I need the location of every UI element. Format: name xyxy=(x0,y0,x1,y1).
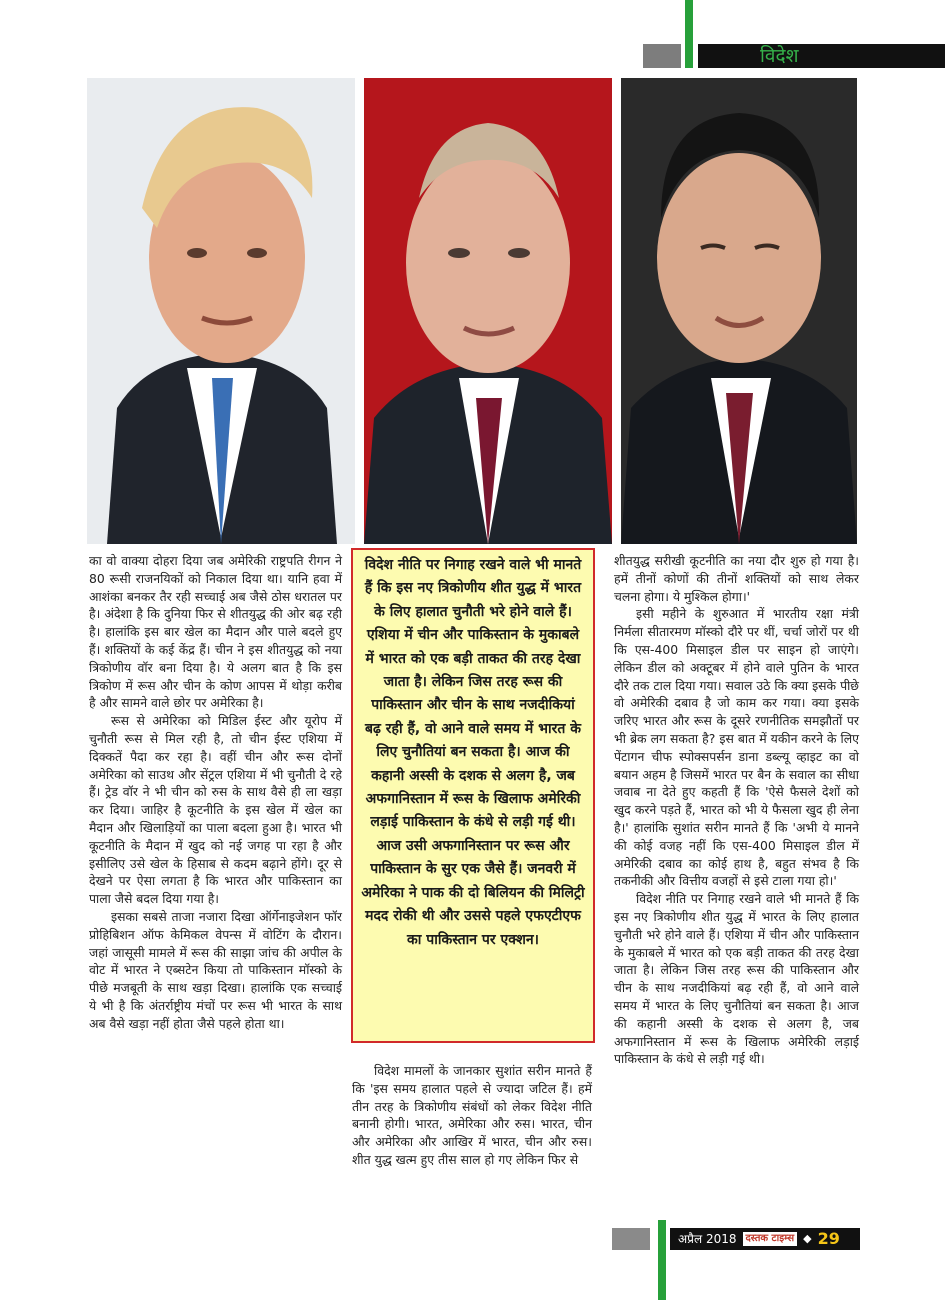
issue-date: अप्रैल 2018 xyxy=(678,1232,737,1246)
paragraph: इसका सबसे ताजा नजारा दिखा ऑर्गेनाइजेशन फॉर प्रोहिबिशन ऑफ केमिकल वेपन्स में वोटिंग के दौरान। जहां जासूसी मामले में रूस की साझा जांच की अपील के वोट में भारत ने एब्सटेन किया तो पाकिस्तान मॉस्को के पीछे मजबूती के साथ खड़ा दिखा। हालांकि एक सच्चाई ये भी है कि अंतर्राष्ट्रीय मंचों पर रूस भी भारत के साथ अब वैसे खड़ा नहीं होता जैसे पहले होता था। xyxy=(89,908,342,1031)
paragraph: इसी महीने के शुरुआत में भारतीय रक्षा मंत्री निर्मला सीतारमण मॉस्को दौरे पर थीं, चर्चा जोरों पर थी कि एस-400 मिसाइल डील पर साइन हो जाएंगे। लेकिन डील को अक्टूबर में होने वाले पुतिन के भारत दौरे तक टाल दिया गया। सवाल उठे कि क्या इसके पीछे वो अमेरिकी दबाव है जो काम कर गया। क्या इसके जरिए भारत और रूस के दूसरे रणनीतिक समझौतों पर भी ब्रेक लग सकता है? इस बात में यकीन करने के लिए पेंटागन चीफ स्पोक्सपर्सन डाना डब्ल्यू व्हाइट का वो बयान अहम है जिसमें भारत पर बैन के सवाल का सीधा जवाब ना देते हुए कहती हैं कि 'ऐसे फैसले देशों को खुद करने पड़ते हैं, भारत को भी ये फैसला खुद ही लेना है।' हालांकि सुशांत सरीन मानते हैं कि 'अभी ये मानने की कोई वजह नहीं कि एस-400 मिसाइल डील में अमेरिकी दबाव का कोई हाथ है, बहुत संभव है कि तकनीकी और वित्तीय वजहों से इसे टाला गया हो।' xyxy=(614,606,859,889)
header-green-bar xyxy=(685,0,693,68)
footer-green-bar xyxy=(658,1220,666,1300)
paragraph: विदेश नीति पर निगाह रखने वाले भी मानते हैं कि इस नए त्रिकोणीय शीत युद्ध में भारत के लिए हालात चुनौती भरे होने वाले हैं। एशिया में चीन और पाकिस्तान के मुकाबले में भारत को एक बड़ी ताकत की तरह देखा जाता है। लेकिन जिस तरह रूस की पाकिस्तान और चीन के साथ नजदीकियां बढ़ रही हैं, वो आने वाले समय में भारत के लिए चुनौतियां बन सकता है। आज की कहानी अस्सी के दशक से अलग है, जब अफगानिस्तान में रूस के खिलाफ अमेरिकी लड़ाई पाकिस्तान के कंधे से लड़ी गई थी। xyxy=(614,891,859,1067)
page-number: 29 xyxy=(817,1229,840,1248)
header-gray-block xyxy=(643,44,681,68)
paragraph: विदेश मामलों के जानकार सुशांत सरीन मानते हैं कि 'इस समय हालात पहले से ज्यादा जटिल हैं। हमें तीन तरह के त्रिकोणीय संबंधों को लेकर विदेश नीति बनानी होगी। भारत, अमेरिका और रुस। भारत, चीन और अमेरिका और आखिर में भारत, चीन और रुस। शीत युद्ध खत्म हुए तीस साल हो गए लेकिन फिर से xyxy=(352,1063,592,1167)
pull-quote: विदेश नीति पर निगाह रखने वाले भी मानते हैं कि इस नए त्रिकोणीय शीत युद्ध में भारत के लिए हालात चुनौती भरे होने वाले हैं। एशिया में चीन और पाकिस्तान के मुकाबले में भारत को एक बड़ी ताकत की तरह देखा जाता है। लेकिन जिस तरह रूस की पाकिस्तान और चीन के साथ नजदीकियां बढ़ रही हैं, वो आने वाले समय में भारत के लिए चुनौतियां बन सकता है। आज की कहानी अस्सी के दशक से अलग है, जब अफगानिस्तान में रूस के खिलाफ अमेरिकी लड़ाई पाकिस्तान के कंधे से लड़ी गई थी। आज उसी अफगानिस्तान पर रूस और पाकिस्तान के सुर एक जैसे हैं। जनवरी में अमेरिका ने पाक की दो बिलियन की मिलिट्री मदद रोकी थी और उससे पहले एफएटीएफ का पाकिस्तान पर एक्शन। xyxy=(351,548,595,1043)
paragraph: का वो वाक्या दोहरा दिया जब अमेरिकी राष्ट्रपति रीगन ने 80 रूसी राजनयिकों को निकाल दिया था। यानि हवा में आशंका बनकर तैर रही सच्चाई अब जैसे ठोस धरातल पर है। अंदेशा है कि दुनिया फिर से शीतयुद्ध की ओर बढ़ रही है। हालांकि इस बार खेल का मैदान और पाले बदले हुए हैं। शक्तियों के कई केंद्र हैं। चीन ने इस शीतयुद्ध को नया त्रिकोणीय वॉर बना दिया है। ये अलग बात है कि इस त्रिकोण में रूस और चीन के कोण आपस में थोड़ा करीब है और सामने वाले छोर पर अमेरिका है। xyxy=(89,553,342,711)
bullet-icon: ◆ xyxy=(803,1232,812,1245)
photo-trump xyxy=(87,78,355,544)
paragraph: शीतयुद्ध सरीखी कूटनीति का नया दौर शुरु हो गया है। हमें तीनों कोणों की तीनों शक्तियों को साथ लेकर चलना होगा। ये मुश्किल होगा।' xyxy=(614,553,859,604)
article-column-right xyxy=(614,552,859,1068)
magazine-logo: दस्तक टाइम्स xyxy=(743,1232,798,1246)
footer-bar xyxy=(670,1228,860,1250)
photo-putin xyxy=(364,78,612,544)
paragraph: रूस से अमेरिका को मिडिल ईस्ट और यूरोप में चुनौती रूस से मिल रही है, तो चीन ईस्ट एशिया में दिक्कतें पैदा कर रहा है। वहीं चीन और रूस दोनों अमेरिका को साउथ और सेंट्रल एशिया में भी चुनौती दे रहे हैं। ट्रेड वॉर ने भी चीन को रुस के साथ वैसे ही ला खड़ा कर दिया। जाहिर है कूटनीति के इस खेल में खेल का मैदान और खिलाड़ियों का पाला बदला हुआ है। भारत भी कूटनीति के मैदान में खुद को नई जगह पा रहा है और इसीलिए उसे खेल के हिसाब से कदम बढ़ाने होंगे। दूर से देखने पर ऐसा लगता है कि भारत और पाकिस्तान का पाला जैसे बदल दिया गया है। xyxy=(89,713,342,907)
photo-xi xyxy=(621,78,857,544)
footer-gray-block xyxy=(612,1228,650,1250)
article-column-middle xyxy=(352,1062,592,1169)
article-column-left xyxy=(89,552,342,1033)
section-title: विदेश xyxy=(698,44,945,68)
